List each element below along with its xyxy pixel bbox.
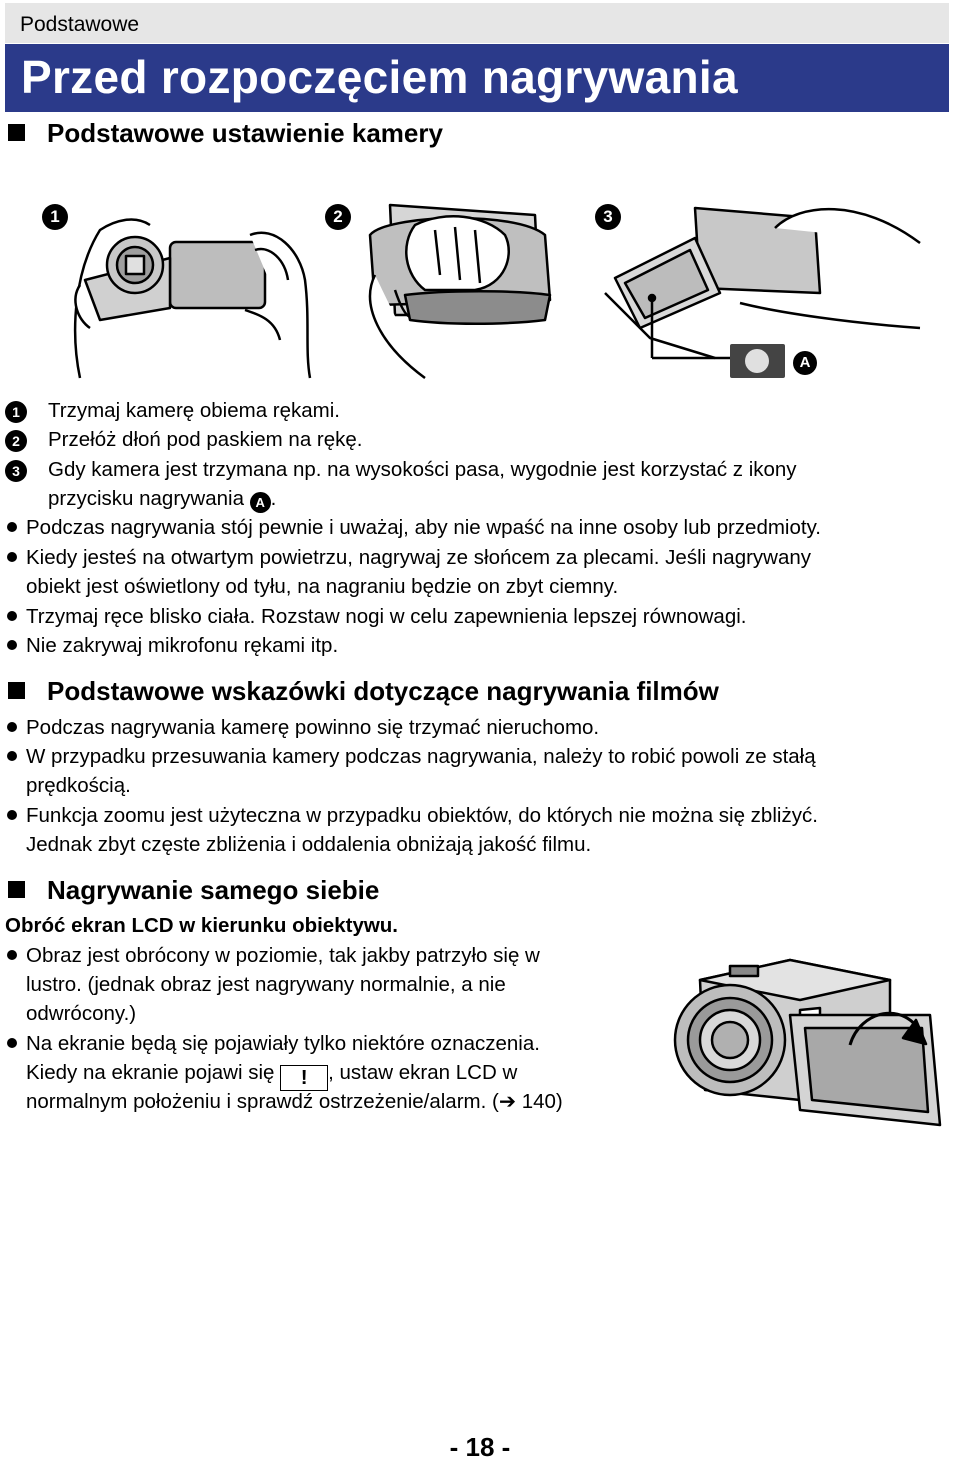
square-bullet-icon	[8, 124, 25, 141]
bullet-icon	[7, 552, 17, 562]
list-number-3: 3	[5, 460, 27, 482]
bullet-icon	[7, 611, 17, 621]
list-number-2: 2	[5, 430, 27, 452]
illustration-camcorder-rotated-lcd	[660, 940, 945, 1135]
bullet-icon	[7, 640, 17, 650]
section-heading-text: Podstawowe ustawienie kamery	[47, 118, 443, 148]
section-heading-self-recording	[8, 875, 379, 906]
list-item-3-line2	[48, 484, 276, 514]
section-heading-text: Podstawowe wskazówki dotyczące nagrywania filmów	[47, 676, 719, 706]
bullet-text: Podczas nagrywania stój pewnie i uważaj, aby nie wpaść na inne osoby lub przedmioty.	[26, 516, 822, 539]
bullet-icon	[7, 950, 17, 960]
square-bullet-icon	[8, 881, 25, 898]
figure-badge-2: 2	[325, 204, 351, 230]
section-heading-text: Nagrywanie samego siebie	[47, 875, 380, 905]
bullet-text: Na ekranie będą się pojawiały tylko niektóre oznaczenia.	[26, 1032, 540, 1055]
bullet-text-cont: odwrócony.)	[26, 1002, 137, 1025]
bullet-text-part: Kiedy na ekranie pojawi się	[26, 1061, 281, 1084]
bullet-text: Nie zakrywaj mikrofonu rękami itp.	[26, 634, 339, 657]
bullet-text-part: , ustaw ekran LCD w	[328, 1061, 518, 1084]
illustration-both-hands	[60, 210, 340, 380]
list-item-1: Trzymaj kamerę obiema rękami.	[48, 399, 341, 422]
page-number: - 18 -	[449, 1432, 511, 1462]
breadcrumb-label: Podstawowe	[20, 13, 140, 36]
bullet-text-cont: Jednak zbyt częste zbliżenia i oddalenia obniżają jakość filmu.	[26, 833, 592, 856]
list-item-3-text: przycisku nagrywania	[48, 487, 250, 510]
title-bar	[5, 44, 949, 112]
illustration-waist-level	[600, 198, 925, 383]
list-item-3-period: .	[270, 487, 277, 510]
bullet-icon	[7, 722, 17, 732]
square-bullet-icon	[8, 682, 25, 699]
bullet-text: Kiedy jesteś na otwartym powietrzu, nagrywaj ze słońcem za plecami. Jeśli nagrywany	[26, 546, 812, 569]
bullet-text-cont: obiekt jest oświetlony od tyłu, na nagraniu będzie on zbyt ciemny.	[26, 575, 619, 598]
bullet-icon	[7, 522, 17, 532]
section-heading-basic-setup	[8, 118, 443, 149]
list-number-1: 1	[5, 401, 27, 423]
bullet-text: Funkcja zoomu jest użyteczna w przypadku obiektów, do których nie można się zbliżyć.	[26, 804, 818, 827]
bullet-text-cont: prędkością.	[26, 774, 131, 797]
bullet-icon	[7, 751, 17, 761]
bullet-text-cont: normalnym położeniu i sprawdź ostrzeżenie/alarm. (➔ 140)	[26, 1090, 563, 1113]
record-button-badge-A: A	[250, 492, 271, 513]
bullet-text: Trzymaj ręce blisko ciała. Rozstaw nogi w celu zapewnienia lepszej równowagi.	[26, 605, 747, 628]
figure-badge-3: 3	[595, 204, 621, 230]
figure-badge-A: A	[793, 351, 817, 375]
breadcrumb	[5, 3, 949, 43]
list-item-3-line1: Gdy kamera jest trzymana np. na wysokości pasa, wygodnie jest korzystać z ikony	[48, 458, 797, 481]
section-heading-tips	[8, 676, 719, 707]
figure-badge-1: 1	[42, 204, 68, 230]
bullet-text: W przypadku przesuwania kamery podczas nagrywania, należy to robić powoli ze stałą	[26, 745, 816, 768]
warning-icon: !	[280, 1065, 328, 1091]
page-title: Przed rozpoczęciem nagrywania	[21, 51, 738, 103]
bullet-text: Obraz jest obrócony w poziomie, tak jakby patrzyło się w	[26, 944, 540, 967]
bullet-text: Podczas nagrywania kamerę powinno się trzymać nieruchomo.	[26, 716, 600, 739]
instruction-text: Obróć ekran LCD w kierunku obiektywu.	[5, 914, 399, 937]
list-item-2: Przełóż dłoń pod paskiem na rękę.	[48, 428, 363, 451]
bullet-icon	[7, 810, 17, 820]
bullet-text-cont: lustro. (jednak obraz jest nagrywany normalnie, a nie	[26, 973, 506, 996]
bullet-icon	[7, 1038, 17, 1048]
illustration-hand-strap	[355, 195, 570, 380]
